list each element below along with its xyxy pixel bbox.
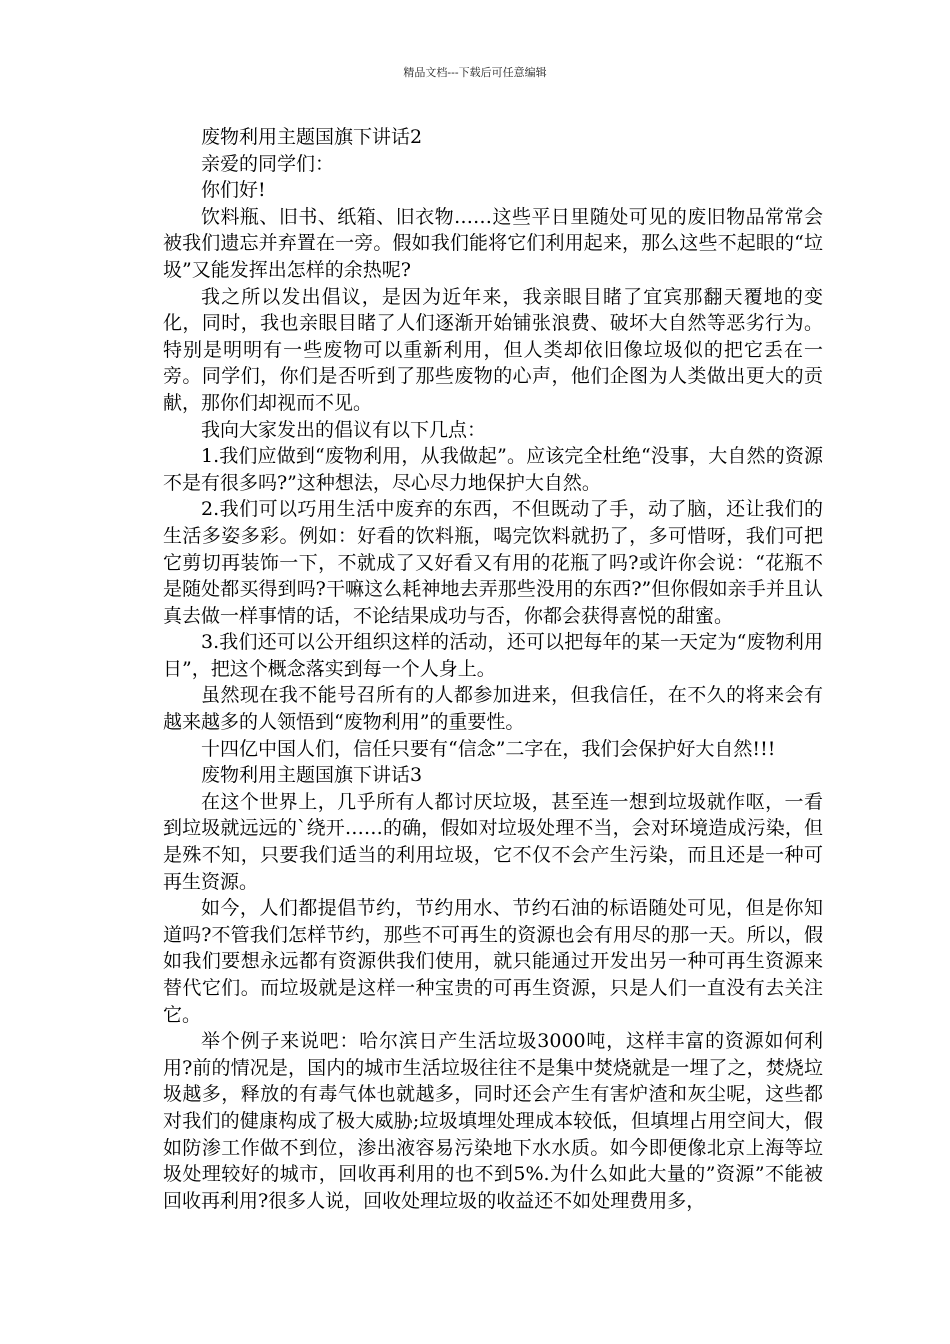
paragraph: 饮料瓶、旧书、纸箱、旧衣物……这些平日里随处可见的废旧物品常常会被我们遗忘并弃置在一旁。假如我们能将它们利用起来，那么这些不起眼的“垃圾”又能发挥出怎样的余热呢? bbox=[163, 205, 823, 281]
paragraph: 十四亿中国人们，信任只要有“信念”二字在，我们会保护好大自然!!! bbox=[201, 737, 776, 760]
paragraph: 在这个世界上，几乎所有人都讨厌垃圾，甚至连一想到垃圾就作呕，一看到垃圾就远远的`绕开……的确，假如对垃圾处理不当，会对环境造成污染，但是殊不知，只要我们适当的利用垃圾，它不仅不会产生污染，而且还是一种可再生资源。 bbox=[163, 790, 823, 893]
paragraph: 如今，人们都提倡节约，节约用水、节约石油的标语随处可见，但是你知道吗?不管我们怎样节约，那些不可再生的资源也会有用尽的那一天。所以，假如我们要想永远都有资源供我们使用，就只能通过开发出另一种可再生资源来替代它们。而垃圾就是这样一种宝贵的可再生资源，只是人们一直没有去关注它。 bbox=[163, 897, 823, 1026]
salutation: 亲爱的同学们： bbox=[201, 152, 335, 175]
section-title: 废物利用主题国旗下讲话3 bbox=[201, 764, 423, 787]
section-title: 废物利用主题国旗下讲话2 bbox=[201, 126, 423, 148]
paragraph: 举个例子来说吧：哈尔滨日产生活垃圾3000吨，这样丰富的资源如何利用?前的情况是，国内的城市生活垃圾往往不是集中焚烧就是一埋了之，焚烧垃圾越多，释放的有毒气体也就越多，同时还会产生有害炉渣和灰尘呢，这些都对我们的健康构成了极大威胁;垃圾填埋处理成本较低，但填埋占用空间大，假如防渗工作做不到位，渗出液容易污染地下水水质。如今即便像北京上海等垃圾处理较好的城市，回收再利用的也不到5%.为什么如此大量的”资源”不能被回收再利用?很多人说，回收处理垃圾的收益还不如处理费用多， bbox=[163, 1030, 823, 1212]
document-body bbox=[163, 124, 823, 1214]
greeting: 你们好! bbox=[201, 179, 266, 202]
page-header: 精品文档---下载后可任意编辑 bbox=[403, 66, 547, 79]
paragraph: 我向大家发出的倡议有以下几点： bbox=[201, 418, 487, 441]
list-item: 2.我们可以巧用生活中废弃的东西，不但既动了手，动了脑，还让我们的生活多姿多彩。例如：好看的饮料瓶，喝完饮料就扔了，多可惜呀，我们可把它剪切再装饰一下，不就成了又好看又有用的花瓶了吗?或许你会说：“花瓶不是随处都买得到吗?干嘛这么耗神地去弄那些没用的东西?”但你假如亲手并且认真去做一样事情的话，不论结果成功与否，你都会获得喜悦的甜蜜。 bbox=[163, 498, 823, 627]
paragraph: 虽然现在我不能号召所有的人都参加进来，但我信任，在不久的将来会有越来越多的人领悟到“废物利用”的重要性。 bbox=[163, 684, 823, 734]
list-item: 3.我们还可以公开组织这样的活动，还可以把每年的某一天定为“废物利用日”，把这个概念落实到每一个人身上。 bbox=[163, 631, 823, 680]
paragraph: 我之所以发出倡议，是因为近年来，我亲眼目睹了宜宾那翻天覆地的变化，同时，我也亲眼目睹了人们逐渐开始铺张浪费、破坏大自然等恶劣行为。特别是明明有一些废物可以重新利用，但人类却依旧像垃圾似的把它丢在一旁。同学们，你们是否听到了那些废物的心声，他们企图为人类做出更大的贡献，那你们却视而不见。 bbox=[163, 285, 823, 414]
list-item: 1.我们应做到“废物利用，从我做起”。应该完全杜绝“没事，大自然的资源不是有很多吗?”这种想法，尽心尽力地保护大自然。 bbox=[163, 445, 823, 494]
